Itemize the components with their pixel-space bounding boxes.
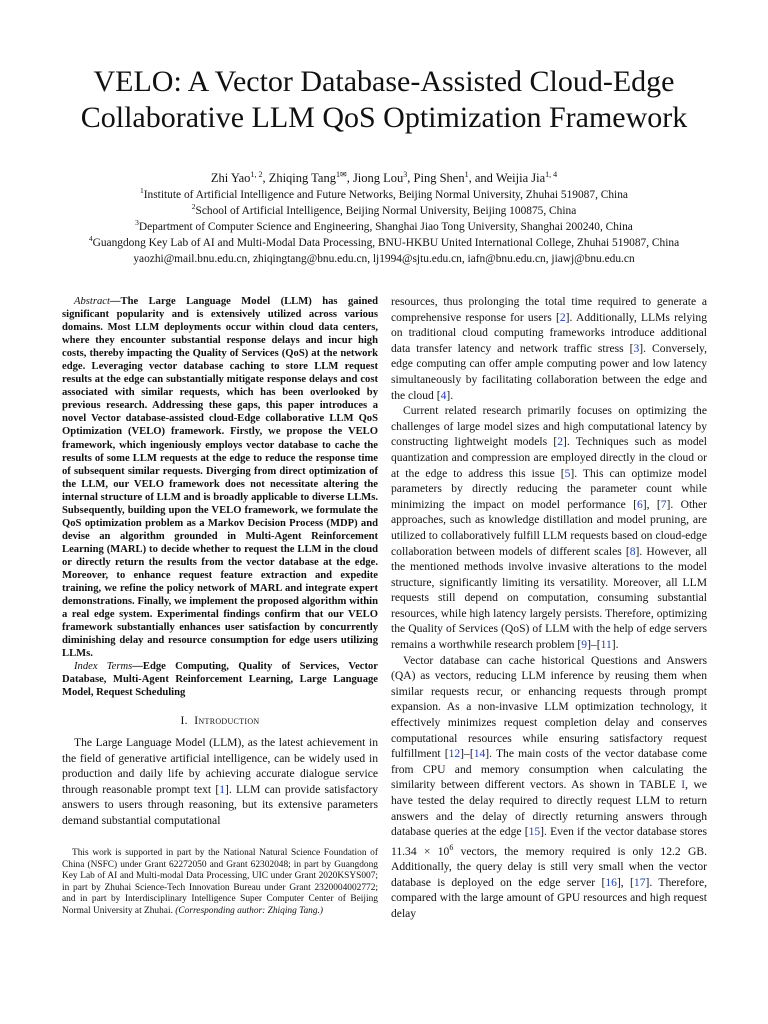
- text-span: ]. However, all the mentioned methods involve invasive alterations to the model structure, significantly limiting its versatility. Moreover, all LLM requests still depend on computation, consuming substantial resources, while high latency largely persists. Therefore, optimizing the Quality of Services (QoS) of LLM with the help of edge servers remains a worthwhile research problem [: [391, 544, 708, 652]
- text-span: ]. The main costs of the vector database come from CPU and memory consumption when calculating the similarity between different vectors. As shown in TABLE: [391, 747, 707, 792]
- text-span: Current related research primarily focuses on optimizing the challenges of large model sizes and high computational latency by constructing lightweight models [: [391, 404, 707, 449]
- section-title: Introduction: [194, 714, 260, 728]
- author-sup: 1, 2: [250, 169, 263, 179]
- right-paragraph-3: [391, 653, 707, 922]
- citation-link[interactable]: 3: [633, 341, 640, 355]
- index-terms: [62, 660, 378, 699]
- citation-link[interactable]: 5: [564, 466, 571, 480]
- citation-link[interactable]: 6: [637, 497, 643, 511]
- affiliation-1: [30, 188, 738, 203]
- text-span: ]. This can optimize model parameters by directly reducing the parameter count while minimizing the impact on model performance [: [391, 466, 707, 511]
- right-column: [391, 294, 707, 922]
- footnote: [62, 848, 378, 918]
- abstract-label: Abstract: [74, 296, 110, 307]
- affiliation-sup: 1: [140, 186, 144, 196]
- author-sup: 3: [403, 169, 408, 179]
- table-reference-link[interactable]: I: [681, 778, 686, 792]
- text-span: ]. Other approaches, such as knowledge distillation and model pruning, are utilized to collaboratively fulfill LLM requests based on cloud-edge collaboration between models of different scales [: [391, 497, 707, 558]
- citation-link[interactable]: 14: [473, 747, 486, 761]
- abstract-text: —The Large Language Model (LLM) has gained significant popularity and is extensively utilized across various domains. Most LLM deployments occur within cloud data centers, where they encounter substantial response delays and incur high costs, thereby impacting the Quality of Services (QoS) at the network edge. Leveraging vector database caching to store LLM request results at the edge can substantially mitigate response delays and cost associated with similar requests, which has been overlooked by previous research. Addressing these gaps, this paper introduces a novel Vector database-assisted cloud-Edge collaborative LLM QoS Optimization (VELO) framework. Firstly, we propose the VELO framework, which ingeniously employs vector database to cache the results of some LLM requests at the edge to reduce the response time of subsequent similar requests. Diverging from direct optimization of the LLM, our VELO framework does not necessitate altering the internal structure of LLM and is broadly applicable to diverse LLMs. Subsequently, building upon the VELO framework, we formulate the QoS optimization problem as a Markov Decision Process (MDP) and devise an algorithm grounded in Multi-Agent Reinforcement Learning (MARL) to decide whether to request the LLM in the cloud or directly return the results from the vector database at the edge. Moreover, to enhance request feature extraction and expedite training, we refine the policy network of MARL and integrate expert demonstrations. Finally, we implement the proposed algorithm within a real edge system. Experimental findings confirm that our VELO framework substantially enhances user satisfaction by concurrently diminishing delay and resource consumption for edge users utilizing LLMs.: [62, 296, 378, 660]
- right-paragraph-2: [391, 403, 707, 653]
- citation-link[interactable]: 2: [557, 435, 563, 449]
- citation-link[interactable]: 7: [660, 497, 667, 511]
- text-span: vectors, the memory required is only 12.2 GB. Additionally, the query delay is still very small when the vector database is deployed on the edge server [: [391, 844, 707, 889]
- text-span: ].: [611, 638, 619, 652]
- author-sup: 1✉: [335, 169, 347, 179]
- affiliation-sup: 4: [88, 234, 93, 244]
- author-name: Zhi Yao: [210, 171, 251, 185]
- section-heading: [62, 713, 378, 729]
- text-span: ]. LLM can provide satisfactory answers to users through reasoning, but its extensive parameters demand substantial computational: [62, 782, 378, 828]
- intro-paragraph-1: [62, 735, 378, 829]
- index-terms-text: —Edge Computing, Quality of Services, Vector Database, Multi-Agent Reinforcement Learning, Large Language Model, Request Scheduling: [62, 661, 379, 699]
- footnote-text: This work is supported in part by the National Natural Science Foundation of China (NSFC) under Grant 62272050 and Grant 62302048; in part by Guangdong Key Lab of AI and Multi-modal Data Processing, UIC under Grant 2020KSYS007; in part by Zhuhai Science-Tech Innovation Bureau under Grant 2320004002772; and in part by Interdisciplinary Intelligence Super Computer Center of Beijing Normal University at Zhuhai.: [62, 848, 378, 916]
- affiliation-sup: 3: [135, 218, 139, 228]
- citation-link[interactable]: 11: [600, 638, 612, 652]
- text-span: ]–[: [587, 638, 601, 652]
- author-name: Weijia Jia: [495, 171, 546, 185]
- citation-link[interactable]: 8: [629, 544, 636, 558]
- affiliation-text: Department of Computer Science and Engineering, Shanghai Jiao Tong University, Shanghai 200240, China: [138, 221, 633, 233]
- citation-link[interactable]: 17: [633, 875, 646, 889]
- affiliation-text: Institute of Artificial Intelligence and Future Networks, Beijing Normal University, Zhuhai 519087, China: [143, 189, 628, 201]
- affiliation-3: [30, 220, 738, 235]
- author-sup: 1: [464, 169, 469, 179]
- affiliation-4: [30, 236, 738, 251]
- citation-link[interactable]: 15: [528, 825, 541, 839]
- affiliation-text: Guangdong Key Lab of AI and Multi-Modal Data Processing, BNU-HKBU United International College, Zhuhai 519087, China: [92, 237, 680, 249]
- text-span: ]. Techniques such as model quantization and compression are employed directly in the cloud or at the edge to address this issue [: [391, 435, 707, 480]
- text-span: ]. Additionally, LLMs relying on traditional cloud computing frameworks introduce additional data transfer latency and network traffic stress [: [391, 310, 707, 355]
- text-span: ], [: [642, 497, 661, 511]
- text-span: Vector database can cache historical Questions and Answers (QA) as vectors, reducing LLM inference by reusing them when similar requests recur, or enhancing requests through prompt expansion. As a non-invasive LLM optimization technology, it effectively minimizes request completion delay and conserves computational resources while ensuring satisfactory request fulfillment [: [391, 653, 707, 761]
- citation-link[interactable]: 12: [448, 747, 461, 761]
- corresponding-author-note: (Corresponding author: Zhiqing Tang.): [175, 905, 324, 916]
- author-name: Ping Shen: [413, 171, 465, 185]
- citation-link[interactable]: 1: [219, 782, 225, 796]
- text-span: resources, thus prolonging the total time required to generate a comprehensive response for users [: [391, 295, 707, 324]
- text-span: ].: [446, 388, 454, 402]
- index-terms-label: Index Terms: [74, 661, 133, 673]
- exponent: 6: [449, 842, 454, 852]
- citation-link[interactable]: 9: [581, 638, 588, 652]
- text-span: ]–[: [460, 747, 474, 761]
- citation-link[interactable]: 16: [605, 875, 617, 889]
- affiliation-2: [30, 204, 738, 219]
- text-span: ], [: [616, 875, 634, 889]
- abstract: [62, 295, 378, 660]
- author-emails[interactable]: yaozhi@mail.bnu.edu.cn, zhiqingtang@bnu.edu.cn, lj1994@sjtu.edu.cn, iafn@bnu.edu.cn, jiawj@bnu.edu.cn: [133, 253, 635, 265]
- author-name: Zhiqing Tang: [268, 171, 336, 185]
- author-list: Zhi Yao$^{1, 2}$, Zhiqing Tang$^{1✉}$, Jiong Lou$^3$, Ping Shen$^1$, and Weijia Jia$^{1, 4}$: [210, 169, 558, 185]
- citation-link[interactable]: 4: [440, 388, 447, 402]
- title-line-2: Collaborative LLM QoS Optimization Framework: [80, 101, 688, 134]
- text-span: ]. Conversely, edge computing can offer ample computing power and low latency simultaneously by facilitating collaboration between the edge and the cloud [: [391, 341, 707, 402]
- affiliation-sup: 2: [191, 202, 196, 212]
- section-number: I.: [180, 714, 188, 728]
- text-span: The Large Language Model (LLM), as the latest achievement in the field of generative artificial intelligence, can be widely used in production and daily life by achieving accurate dialogue service through reasonable prompt text [: [62, 736, 378, 796]
- affiliation-text: School of Artificial Intelligence, Beijing Normal University, Beijing 100875, China: [195, 205, 577, 217]
- author-sup: 1, 4: [545, 169, 558, 179]
- title-line-1: VELO: A Vector Database-Assisted Cloud-Edge: [93, 65, 675, 98]
- citation-link[interactable]: 2: [559, 310, 566, 324]
- author-name: Jiong Lou: [352, 171, 404, 185]
- text-span: ]. Therefore, compared with the large amount of GPU resources and high request delay: [391, 875, 707, 921]
- text-span: ]. Even if the vector database stores 11.34 × 10: [391, 825, 707, 858]
- right-paragraph-1: [391, 294, 707, 403]
- paper-title: [40, 64, 728, 136]
- text-span: , we have tested the delay required to directly request LLM to return answers and the delay of directly returning answers through database queries at the edge [: [391, 778, 707, 839]
- left-column: [62, 295, 378, 829]
